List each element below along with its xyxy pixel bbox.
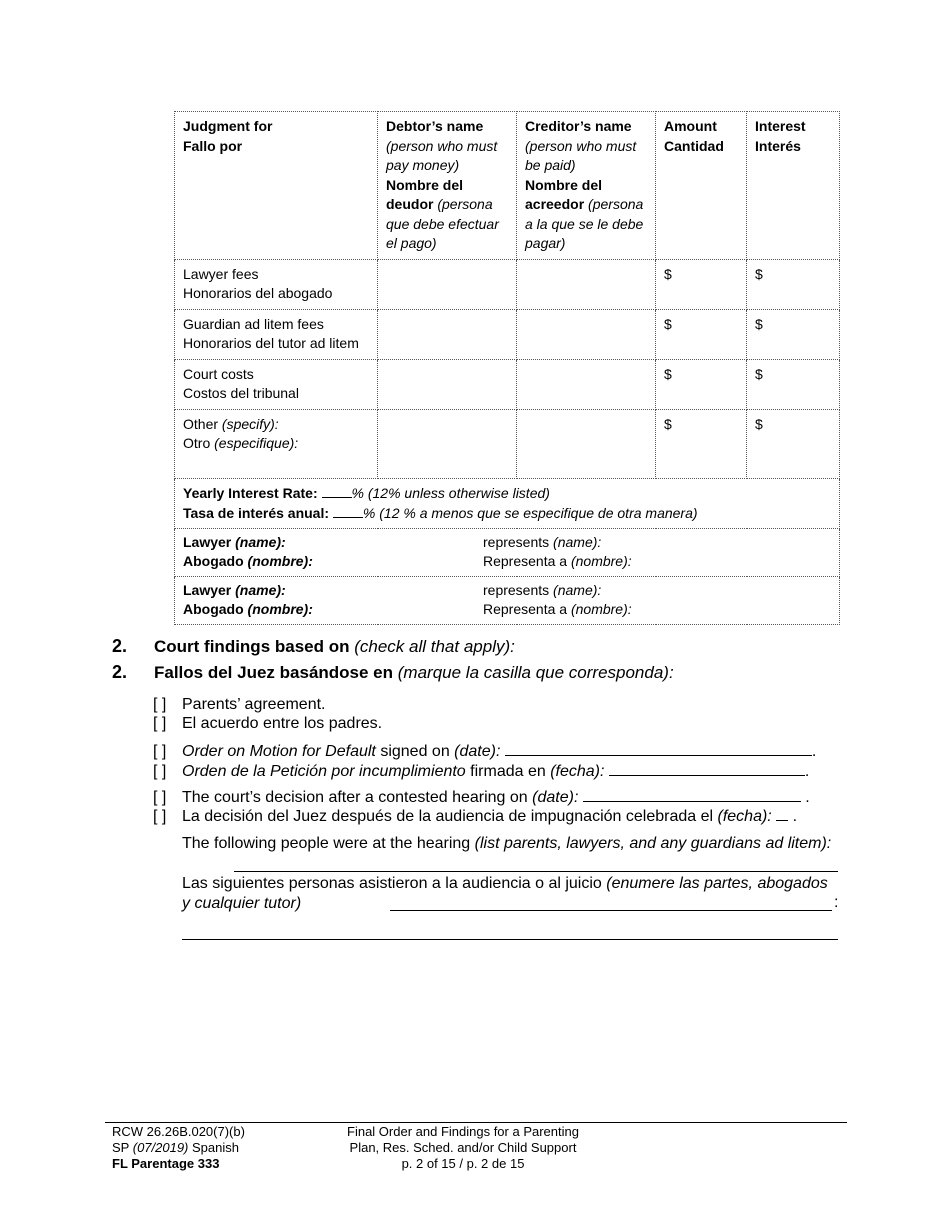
date-field[interactable] — [583, 786, 801, 802]
interest-rate-cell — [175, 478, 840, 528]
debtor-name-cell[interactable] — [378, 259, 517, 309]
checkbox[interactable]: [ ] — [153, 743, 167, 760]
section-number: 2. — [112, 662, 128, 682]
header-interest-en: Interest — [755, 118, 806, 134]
header-amount-es: Cantidad — [664, 137, 724, 154]
lawyer-label-es: Abogado — [183, 601, 244, 617]
interest-rate-blank[interactable] — [322, 483, 352, 498]
represents-en-note: (name): — [553, 581, 602, 598]
creditor-name-cell[interactable] — [517, 309, 656, 359]
table-row — [175, 409, 840, 478]
footer-version-a: SP — [112, 1140, 130, 1155]
section-title-es: Fallos del Juez basándose en — [154, 663, 394, 682]
table-row — [175, 309, 840, 359]
footer-version-date: (07/2019) — [132, 1140, 189, 1155]
row-label-es-text: Otro — [183, 435, 211, 451]
amount-cell[interactable]: $ — [656, 359, 747, 409]
header-debtor-en-note: (person who must pay money) — [386, 137, 498, 173]
people-note-es: (enumere las partes, abogados y cualquier tutor) — [182, 875, 828, 912]
represents-es: Representa a — [483, 553, 568, 569]
interest-cell[interactable]: $ — [747, 309, 840, 359]
row-label-en: Lawyer fees — [183, 265, 259, 282]
footer-left — [112, 1124, 245, 1172]
lawyer-name-block — [183, 533, 483, 572]
people-line-2[interactable] — [390, 910, 832, 911]
colon-mark: : — [834, 894, 839, 911]
row-label-en: Guardian ad litem fees — [183, 315, 324, 332]
section-2-heading-es — [112, 662, 674, 683]
footer-divider — [105, 1122, 847, 1123]
header-creditor-en: Creditor’s name — [525, 118, 632, 134]
creditor-name-cell[interactable] — [517, 359, 656, 409]
debtor-name-cell[interactable] — [378, 359, 517, 409]
section-note-en: (check all that apply): — [354, 637, 515, 656]
option-label: The court’s decision after a contested hearing on — [182, 789, 528, 806]
option-contested-hearing-en: [ ] The court’s decision after a contested hearing on (date): . — [153, 786, 843, 807]
debtor-name-cell[interactable] — [378, 309, 517, 359]
row-label — [175, 409, 378, 478]
option-default-order-es: [ ] Orden de la Petición por incumplimiento firmada en (fecha): . — [153, 760, 843, 781]
option-parents-agreement-es — [153, 714, 843, 733]
interest-cell[interactable]: $ — [747, 359, 840, 409]
footer-version — [112, 1140, 245, 1156]
represents-en: represents — [483, 533, 550, 550]
lawyer-label-es-note: (nombre): — [247, 601, 313, 617]
represents-es-note: (nombre): — [570, 553, 632, 569]
amount-cell[interactable]: $ — [656, 259, 747, 309]
creditor-name-cell[interactable] — [517, 409, 656, 478]
debtor-name-cell[interactable] — [378, 409, 517, 478]
header-debtor-es-note: (persona que debe efectuar el pago) — [386, 196, 499, 251]
row-label — [175, 309, 378, 359]
interest-rate-es-label: Tasa de interés anual: — [183, 505, 330, 521]
row-label-es: Honorarios del tutor ad litem — [183, 335, 359, 351]
header-judgment — [175, 112, 378, 260]
lawyer-label-es-note: (nombre): — [247, 553, 313, 569]
section-2-heading-en — [112, 636, 515, 657]
row-label-es: Costos del tribunal — [183, 385, 299, 401]
section-note-es: (marque la casilla que corresponda): — [397, 663, 674, 682]
footer-statute: RCW 26.26B.020(7)(b) — [112, 1124, 245, 1139]
interest-rate-blank-es[interactable] — [333, 503, 363, 518]
row-label-es-note: (especifique): — [214, 435, 299, 451]
represents-es: Representa a — [483, 601, 568, 617]
footer-title-1: Final Order and Findings for a Parenting — [347, 1124, 579, 1139]
people-label-es: Las siguientes personas asistieron a la audiencia o al juicio — [182, 875, 602, 892]
header-creditor — [517, 112, 656, 260]
date-label: (date): — [454, 743, 501, 760]
lawyer-label-es: Abogado — [183, 553, 244, 569]
option-label-italic: Order on Motion for Default — [182, 743, 376, 760]
option-label: La decisión del Juez después de la audiencia de impugnación celebrada el — [182, 808, 714, 825]
header-interest — [747, 112, 840, 260]
table-header-row — [175, 112, 840, 260]
checkbox[interactable]: [ ] — [153, 715, 167, 732]
header-judgment-es: Fallo por — [183, 137, 243, 154]
people-note-en: (list parents, lawyers, and any guardians ad litem): — [474, 835, 832, 852]
row-label-es — [183, 434, 369, 454]
lawyer-label-en: Lawyer — [183, 581, 232, 598]
lawyer-label-en: Lawyer — [183, 533, 232, 550]
header-creditor-es-note: (persona a la que se le debe pagar) — [525, 196, 644, 251]
footer-version-lang: Spanish — [192, 1140, 239, 1155]
people-at-hearing-es — [182, 874, 838, 914]
footer-center — [330, 1124, 596, 1172]
table-row — [175, 259, 840, 309]
row-label — [175, 259, 378, 309]
option-contested-hearing-es: [ ] La decisión del Juez después de la audiencia de impugnación celebrada el (fecha): . — [153, 805, 843, 826]
footer-form-id: FL Parentage 333 — [112, 1156, 220, 1171]
date-label: (fecha): — [550, 763, 605, 780]
section-number: 2. — [112, 636, 128, 656]
represents-block — [483, 533, 783, 572]
represents-block — [483, 581, 783, 620]
row-label-en — [183, 415, 369, 435]
lawyer-name-block — [183, 581, 483, 620]
table-row — [175, 359, 840, 409]
amount-cell[interactable]: $ — [656, 409, 747, 478]
interest-rate-es-note: % (12 % a menos que se especifique de otra manera) — [362, 505, 698, 521]
checkbox[interactable]: [ ] — [153, 789, 167, 806]
people-at-hearing-en — [182, 834, 838, 854]
date-label: (fecha): — [717, 808, 772, 825]
header-creditor-es: Nombre del acreedor — [525, 176, 603, 212]
interest-rate-en — [183, 483, 831, 504]
section-title-en: Court findings based on — [154, 637, 350, 656]
row-label-en-note: (specify): — [221, 415, 279, 432]
amount-cell[interactable]: $ — [656, 309, 747, 359]
interest-rate-row — [175, 478, 840, 528]
creditor-name-cell[interactable] — [517, 259, 656, 309]
footer-title-2: Plan, Res. Sched. and/or Child Support — [349, 1140, 577, 1155]
checkbox[interactable]: [ ] — [153, 808, 167, 825]
date-field[interactable] — [776, 805, 788, 821]
option-parents-agreement-en — [153, 695, 843, 714]
option-label: Parents’ agreement. — [182, 696, 326, 713]
people-line-1[interactable] — [234, 871, 838, 872]
option-label: El acuerdo entre los padres. — [182, 715, 383, 732]
date-field[interactable] — [609, 760, 805, 776]
footer-page-number: p. 2 of 15 / p. 2 de 15 — [401, 1156, 525, 1171]
checkbox[interactable]: [ ] — [153, 696, 167, 713]
option-label-italic: Orden de la Petición por incumplimiento — [182, 763, 466, 780]
option-label: firmada en — [470, 763, 546, 780]
interest-rate-es — [183, 503, 831, 524]
represents-es-note: (nombre): — [570, 601, 632, 617]
represents-en: represents — [483, 581, 550, 598]
header-judgment-en: Judgment for — [183, 118, 273, 134]
interest-cell[interactable]: $ — [747, 409, 840, 478]
header-debtor — [378, 112, 517, 260]
represents-en-note: (name): — [553, 533, 602, 550]
lawyer-label-en-note: (name): — [235, 581, 286, 598]
interest-rate-en-label: Yearly Interest Rate: — [183, 484, 318, 501]
lawyer-cell[interactable] — [175, 528, 840, 576]
header-creditor-en-note: (person who must be paid) — [525, 137, 637, 173]
row-label — [175, 359, 378, 409]
header-amount-en: Amount — [664, 118, 717, 134]
people-label-en: The following people were at the hearing — [182, 835, 471, 852]
row-label-es: Honorarios del abogado — [183, 285, 333, 301]
lawyer-cell[interactable] — [175, 576, 840, 624]
date-label: (date): — [532, 789, 579, 806]
lawyer-label-en-note: (name): — [235, 533, 286, 550]
interest-cell[interactable]: $ — [747, 259, 840, 309]
people-line-3[interactable] — [182, 939, 838, 940]
header-debtor-es: Nombre del deudor — [386, 176, 464, 212]
row-label-en: Court costs — [183, 365, 254, 382]
interest-rate-en-note: % (12% unless otherwise listed) — [351, 484, 550, 501]
row-label-en-text: Other — [183, 415, 219, 432]
judgment-summary-table — [174, 111, 840, 625]
lawyer-row — [175, 528, 840, 576]
header-amount — [656, 112, 747, 260]
option-default-order-en: [ ] Order on Motion for Default signed on (date): . — [153, 740, 843, 761]
option-label: signed on — [380, 743, 450, 760]
date-field[interactable] — [505, 740, 812, 756]
checkbox[interactable]: [ ] — [153, 763, 167, 780]
header-interest-es: Interés — [755, 137, 801, 154]
lawyer-row — [175, 576, 840, 624]
header-debtor-en: Debtor’s name — [386, 118, 484, 134]
